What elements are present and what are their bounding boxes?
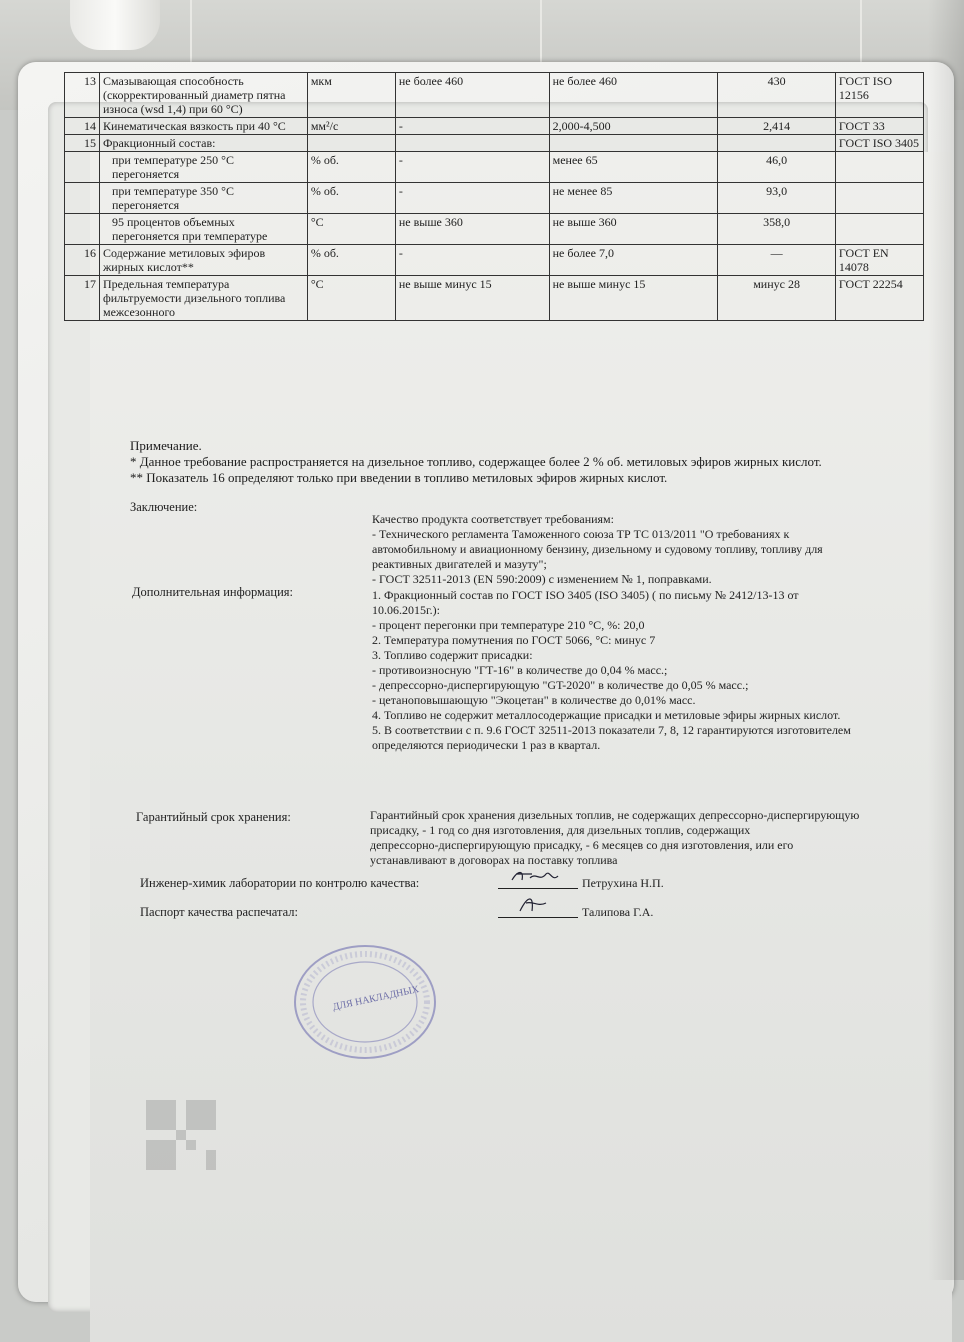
additional-info-label: Дополнительная информация: [132, 585, 293, 599]
text-line: 1. Фракционный состав по ГОСТ ISO 3405 (ISO 3405) ( по письму № 2412/13-13 от [372, 588, 799, 602]
table-cell-method: ГОСТ EN 14078 [835, 245, 923, 276]
text-line: 10.06.2015г.): [372, 603, 440, 617]
text-line: реактивных двигателей и мазуту"; [372, 557, 547, 571]
table-cell-method [835, 152, 923, 183]
text-line: - Технического регламента Таможенного союза ТР ТС 013/2011 "О требованиях к [372, 527, 790, 541]
text-line: устанавливают в договорах на поставку топлива [370, 853, 618, 867]
table-cell-name: при температуре 250 °С перегоняется [99, 152, 307, 183]
table-cell-result: минус 28 [718, 276, 836, 321]
table-cell-unit: % об. [307, 183, 395, 214]
table-cell-req1: не выше 360 [395, 214, 549, 245]
table-cell-result: 2,414 [718, 118, 836, 135]
table-cell-method: ГОСТ ISO 3405 [835, 135, 923, 152]
table-cell-name: Кинематическая вязкость при 40 °С [99, 118, 307, 135]
text-line: 4. Топливо не содержит металлосодержащие присадки и метиловые эфиры жирных кислот. [372, 708, 841, 722]
table-cell-name: Предельная температура фильтруемости дизельного топлива межсезонного [99, 276, 307, 321]
table-cell-name: Смазывающая способность (скорректированный диаметр пятна износа (wsd 1,4) при 60 °С) [99, 73, 307, 118]
table-row [65, 276, 924, 321]
table-cell-unit: мкм [307, 73, 395, 118]
table-cell-num [65, 152, 100, 183]
conclusion-label: Заключение: [130, 500, 198, 514]
table-cell-num: 16 [65, 245, 100, 276]
table-cell-req2: не менее 85 [549, 183, 718, 214]
text-line: присадку, - 1 год со дня изготовления, для дизельных топлив, содержащих [370, 823, 751, 837]
printed-signature-line [498, 903, 578, 918]
table-row [65, 73, 924, 118]
text-line: 3. Топливо содержит присадки: [372, 648, 533, 662]
table-cell-method: ГОСТ ISO 12156 [835, 73, 923, 118]
text-line: определяются периодически 1 раз в квартал. [372, 738, 601, 752]
warranty-label: Гарантийный срок хранения: [136, 810, 291, 824]
text-line: 5. В соответствии с п. 9.6 ГОСТ 32511-2013 показатели 7, 8, 12 гарантируются изготовителем [372, 723, 851, 737]
table-cell-num: 17 [65, 276, 100, 321]
table-cell-req2 [549, 135, 718, 152]
table-cell-req2: не выше 360 [549, 214, 718, 245]
note-star-2: ** Показатель 16 определяют только при введении в топливо метиловых эфиров жирных кислот. [130, 470, 668, 485]
table-cell-result: 93,0 [718, 183, 836, 214]
table-cell-req2: не более 7,0 [549, 245, 718, 276]
table-cell-result: 46,0 [718, 152, 836, 183]
engineer-name: Петрухина Н.П. [582, 876, 664, 890]
table-cell-result: 358,0 [718, 214, 836, 245]
frame-hinge [70, 0, 160, 50]
table-row [65, 183, 924, 214]
text-line: - противоизносную "ГТ-16" в количестве до 0,04 % масс.; [372, 663, 668, 677]
table-cell-method: ГОСТ 33 [835, 118, 923, 135]
table-cell-num: 15 [65, 135, 100, 152]
table-cell-req1: не выше минус 15 [395, 276, 549, 321]
warranty-text [370, 808, 859, 868]
additional-info-text [372, 588, 851, 753]
table-cell-result: 430 [718, 73, 836, 118]
parameters-table [64, 72, 924, 321]
table-cell-unit [307, 135, 395, 152]
table-cell-name: при температуре 350 °С перегоняется [99, 183, 307, 214]
text-line: - ГОСТ 32511-2013 (EN 590:2009) с изменением № 1, поправками. [372, 572, 712, 586]
table-cell-method [835, 183, 923, 214]
stamp-text: ДЛЯ НАКЛАДНЫХ [331, 983, 421, 1014]
text-line: Качество продукта соответствует требованиям: [372, 512, 614, 526]
table-cell-method: ГОСТ 22254 [835, 276, 923, 321]
engineer-signature [506, 866, 586, 888]
table-cell-method [835, 214, 923, 245]
table-cell-unit: °С [307, 214, 395, 245]
table-cell-unit: % об. [307, 152, 395, 183]
table-row [65, 118, 924, 135]
qr-code-shadow [146, 1100, 216, 1170]
table-cell-result: — [718, 245, 836, 276]
table-cell-req1: - [395, 245, 549, 276]
table-cell-req2: 2,000-4,500 [549, 118, 718, 135]
table-cell-num [65, 183, 100, 214]
text-line: автомобильному и авиационному бензину, дизельному и судовому топливу, топливу для [372, 542, 823, 556]
table-cell-num: 14 [65, 118, 100, 135]
table-cell-req1: - [395, 183, 549, 214]
engineer-label: Инженер-химик лаборатории по контролю качества: [140, 876, 420, 890]
table-row [65, 152, 924, 183]
table-cell-name: Фракционный состав: [99, 135, 307, 152]
table-row [65, 245, 924, 276]
notes-section [130, 438, 910, 486]
table-cell-name: Содержание метиловых эфиров жирных кислот** [99, 245, 307, 276]
printed-by-label: Паспорт качества распечатал: [140, 905, 299, 919]
notes-title: Примечание. [130, 438, 202, 453]
right-edge-shadow [928, 0, 964, 1280]
conclusion-text [372, 512, 823, 587]
table-row [65, 135, 924, 152]
table-cell-num [65, 214, 100, 245]
table-cell-unit: мм²/с [307, 118, 395, 135]
table-cell-req1: - [395, 118, 549, 135]
text-line: - депрессорно-диспергирующую "GT-2020" в количестве до 0,05 % масс.; [372, 678, 749, 692]
table-cell-req1: не более 460 [395, 73, 549, 118]
table-row [65, 214, 924, 245]
text-line: - процент перегонки при температуре 210 °С, %: 20,0 [372, 618, 645, 632]
table-cell-req2: не выше минус 15 [549, 276, 718, 321]
table-cell-req1: - [395, 152, 549, 183]
engineer-signature-line [498, 874, 578, 889]
text-line: депрессорно-диспергирующую присадку, - 6 месяцев со дня изготовления, или его [370, 838, 794, 852]
text-line: 2. Температура помутнения по ГОСТ 5066, °С: минус 7 [372, 633, 656, 647]
table-cell-unit: % об. [307, 245, 395, 276]
text-line: Гарантийный срок хранения дизельных топлив, не содержащих депрессорно-диспергирующую [370, 808, 860, 822]
table-cell-result [718, 135, 836, 152]
table-cell-req2: менее 65 [549, 152, 718, 183]
table-cell-num: 13 [65, 73, 100, 118]
table-cell-unit: °С [307, 276, 395, 321]
table-cell-req1 [395, 135, 549, 152]
printed-by-name: Талипова Г.А. [582, 905, 654, 919]
table-cell-name: 95 процентов объемных перегоняется при температуре [99, 214, 307, 245]
table-cell-req2: не более 460 [549, 73, 718, 118]
note-star-1: * Данное требование распространяется на дизельное топливо, содержащее более 2 % об. метиловых эфиров жирных кислот. [130, 454, 822, 469]
printed-signature [512, 893, 572, 915]
text-line: - цетаноповышающую "Экоцетан" в количестве до 0,01% масс. [372, 693, 696, 707]
